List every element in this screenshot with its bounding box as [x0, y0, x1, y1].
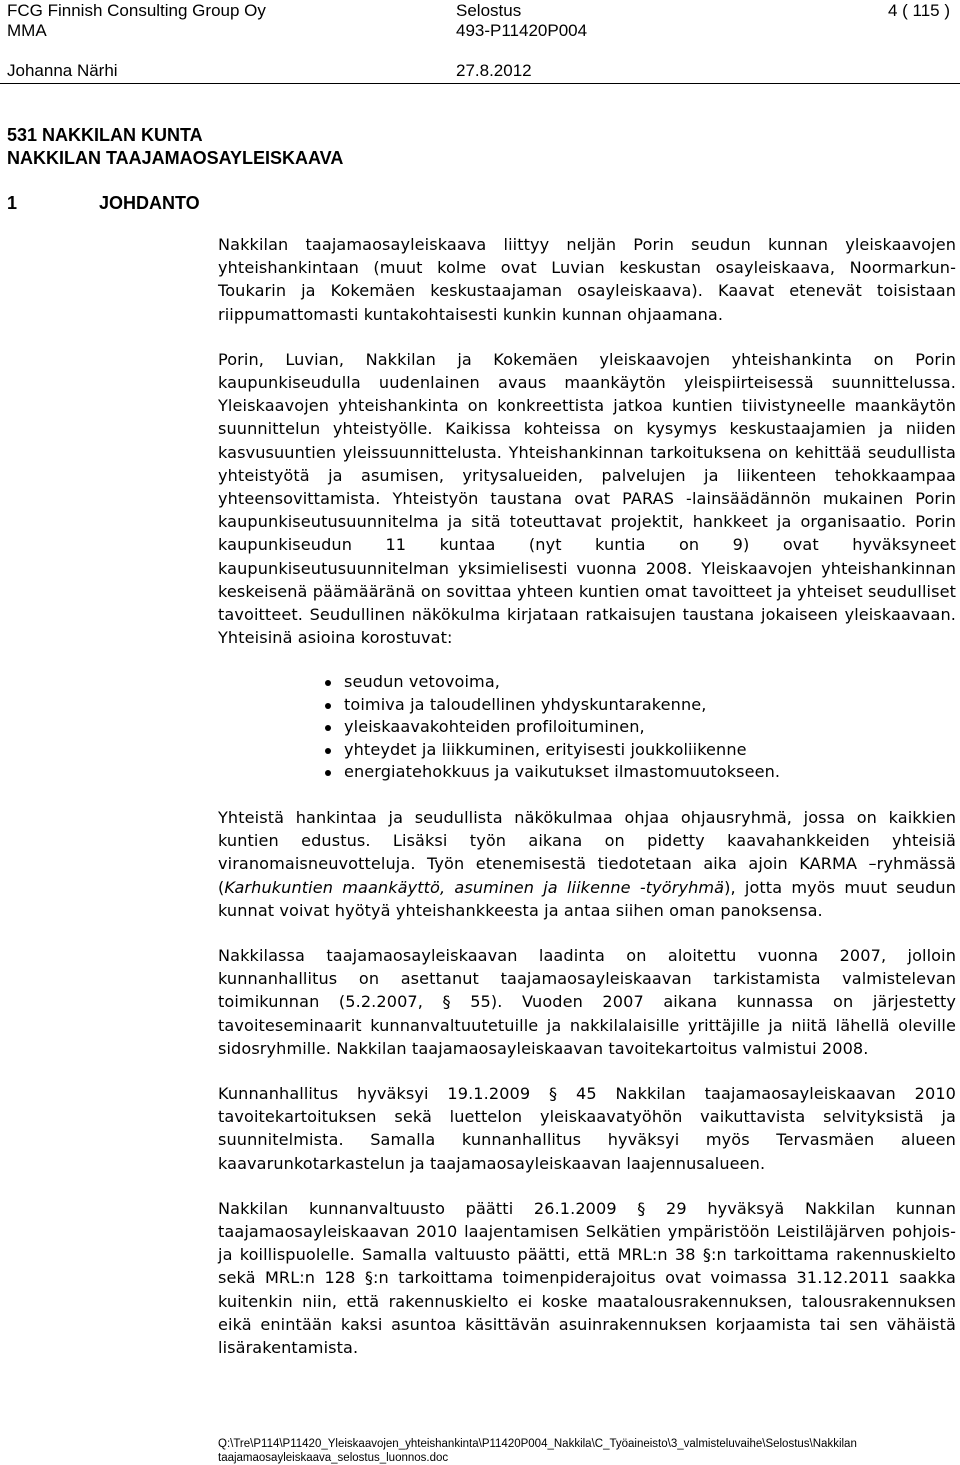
- section-title: JOHDANTO: [99, 193, 200, 213]
- paragraph: Nakkilan taajamaosayleiskaava liittyy neljän Porin seudun kunnan yleiskaavojen yhteishankintaan (muut kolme ovat Luvian keskustan osayleiskaava, Noormarkun-Toukarin ja Kokemäen keskustaajaman osayleiskaava). Kaavat etenevät toisistaan riippumattomasti kuntakohtaisesti kunkin kunnan ohjaamana.: [218, 235, 956, 324]
- page-number: 4 ( 115 ): [887, 1, 950, 20]
- section-number: 1: [7, 193, 18, 213]
- document-type: Selostus: [456, 1, 522, 20]
- bullet-icon: [325, 770, 331, 776]
- company-name: FCG Finnish Consulting Group Oy: [7, 1, 266, 20]
- client-name: MMA: [7, 21, 47, 40]
- paragraph: Kunnanhallitus hyväksyi 19.1.2009 § 45 Nakkilan taajamaosayleiskaavan 2010 tavoitekartoituksen sekä luettelon yleiskaavatyöhön vaikuttavista selvityksistä ja suunnitelmista. Samalla kunnanhallitus hyväksyi myös Tervasmäen alueen kaavarunkotarkastelun ja taajamaosayleiskaavan laajennusalueen.: [218, 1083, 956, 1173]
- bullet-icon: [325, 680, 331, 686]
- footer-filename: taajamaosayleiskaava_selostus_luonnos.doc: [218, 1452, 449, 1464]
- list-item: seudun vetovoima,: [218, 671, 956, 694]
- bullet-icon: [325, 748, 331, 754]
- paragraph: Nakkilassa taajamaosayleiskaavan laadinta on aloitettu vuonna 2007, jolloin kunnanhallitus on asettanut taajamaosayleiskaavan tarkistamista valmistelevan toimikunnan (5.2.2007, § 55). Vuoden 2007 aikana kunnassa on järjestetty tavoiteseminaarit kunnanvaltuutetuille ja nakkilalaisille yrittäjille ja niitä lähellä oleville sidosryhmille. Nakkilan taajamaosayleiskaavan tavoitekartoitus valmistui 2008.: [218, 945, 956, 1058]
- bullet-list: [218, 671, 956, 784]
- paragraph: Porin, Luvian, Nakkilan ja Kokemäen yleiskaavojen yhteishankinta on Porin kaupunkiseudulla uudenlainen avaus maankäytön yleispiirteisessä suunnittelussa. Yleiskaavojen yhteishankinta on konkreettista jatkoa kuntien tiivistyneelle maankäytön suunnittelun yhteistyölle. Kaikissa kohteissa on kysymys keskustaajamien ja niiden kasvusuuntien yleissuunnittelusta. Yhteishankinnan tarkoituksena on kehittää seudullista yhteistyötä ja asumisen, yritysalueiden, palvelujen ja liikenteen tehokkaampaa yhteensovittamista. Yhteistyön taustana ovat PARAS -lainsäädännön mukainen Porin kaupunkiseutusuunnitelma ja sitä toteuttavat projektit, hankkeet ja organisaatio. Porin kaupunkiseudun 11 kuntaa (nyt kuntia on 9) ovat hyväksyneet kaupunkiseutusuunnitelman yksimielisesti vuonna 2008. Yleiskaavojen yhteishankinnan keskeisenä päämääränä on sovittaa yhteen kuntien omat tavoitteet ja yhteiset seudulliset tavoitteet. Seudullinen näkökulma kirjataan ratkaisujen taustana jokaiseen yleiskaavaan. Yhteisinä asioina korostuvat:: [218, 349, 956, 648]
- bullet-icon: [325, 703, 331, 709]
- footer-path-line: Q:\Tre\P114\P11420_Yleiskaavojen_yhteishankinta\P11420P004_Nakkila\C_Työaineisto\3_valmisteluvaihe\Selostus\Nakkilan: [218, 1438, 857, 1450]
- list-item: yleiskaavakohteiden profiloituminen,: [218, 716, 956, 739]
- paragraph: Nakkilan kunnanvaltuusto päätti 26.1.2009 § 29 hyväksyä Nakkilan kunnan taajamaosayleiskaavan 2010 laajentamisen Selkätien ympäristöön Leistiläjärven pohjois- ja koillispuolelle. Samalla valtuusto päätti, että MRL:n 38 §:n tarkoittama rakennuskielto sekä MRL:n 128 §:n tarkoittama toimenpiderajoitus ovat voimassa 31.12.2011 saakka kuitenkin niin, että rakennuskielto ei koske maatalousrakennuksen, talousrakennuksen eikä enintään kaksi asuntoa käsittävän asuinrakennuksen korjaamista tai sen vähäistä lisärakentamista.: [218, 1198, 956, 1358]
- author-name: Johanna Närhi: [7, 61, 118, 80]
- list-item: yhteydet ja liikkuminen, erityisesti joukkoliikenne: [218, 739, 956, 762]
- paragraph: Yhteistä hankintaa ja seudullista näkökulmaa ohjaa ohjausryhmä, jossa on kaikkien kuntien edustus. Lisäksi työn aikana on pidetty kaavahankkeiden yhteisiä viranomaisneuvotteluja. Työn etenemisestä tiedotetaan aika ajoin KARMA –ryhmässä (Karhukuntien maankäyttö, asuminen ja liikenne -työryhmä), jotta myös muut seudun kunnat voivat hyötyä yhteishankkeesta ja antaa siihen oman panoksensa.: [218, 807, 956, 920]
- list-item: energiatehokkuus ja vaikutukset ilmastomuutokseen.: [218, 761, 956, 784]
- org-heading: 531 NAKKILAN KUNTA: [7, 125, 203, 145]
- document-body: [218, 233, 956, 1381]
- plan-heading: NAKKILAN TAAJAMAOSAYLEISKAAVA: [7, 148, 344, 168]
- list-item: toimiva ja taloudellinen yhdyskuntarakenne,: [218, 694, 956, 717]
- project-code: 493-P11420P004: [456, 21, 588, 40]
- italic-group-name: Karhukuntien maankäyttö, asuminen ja liikenne -työryhmä: [224, 877, 725, 897]
- document-date: 27.8.2012: [456, 61, 532, 80]
- section-heading: [7, 192, 200, 215]
- header-divider: [0, 83, 960, 84]
- bullet-icon: [325, 725, 331, 731]
